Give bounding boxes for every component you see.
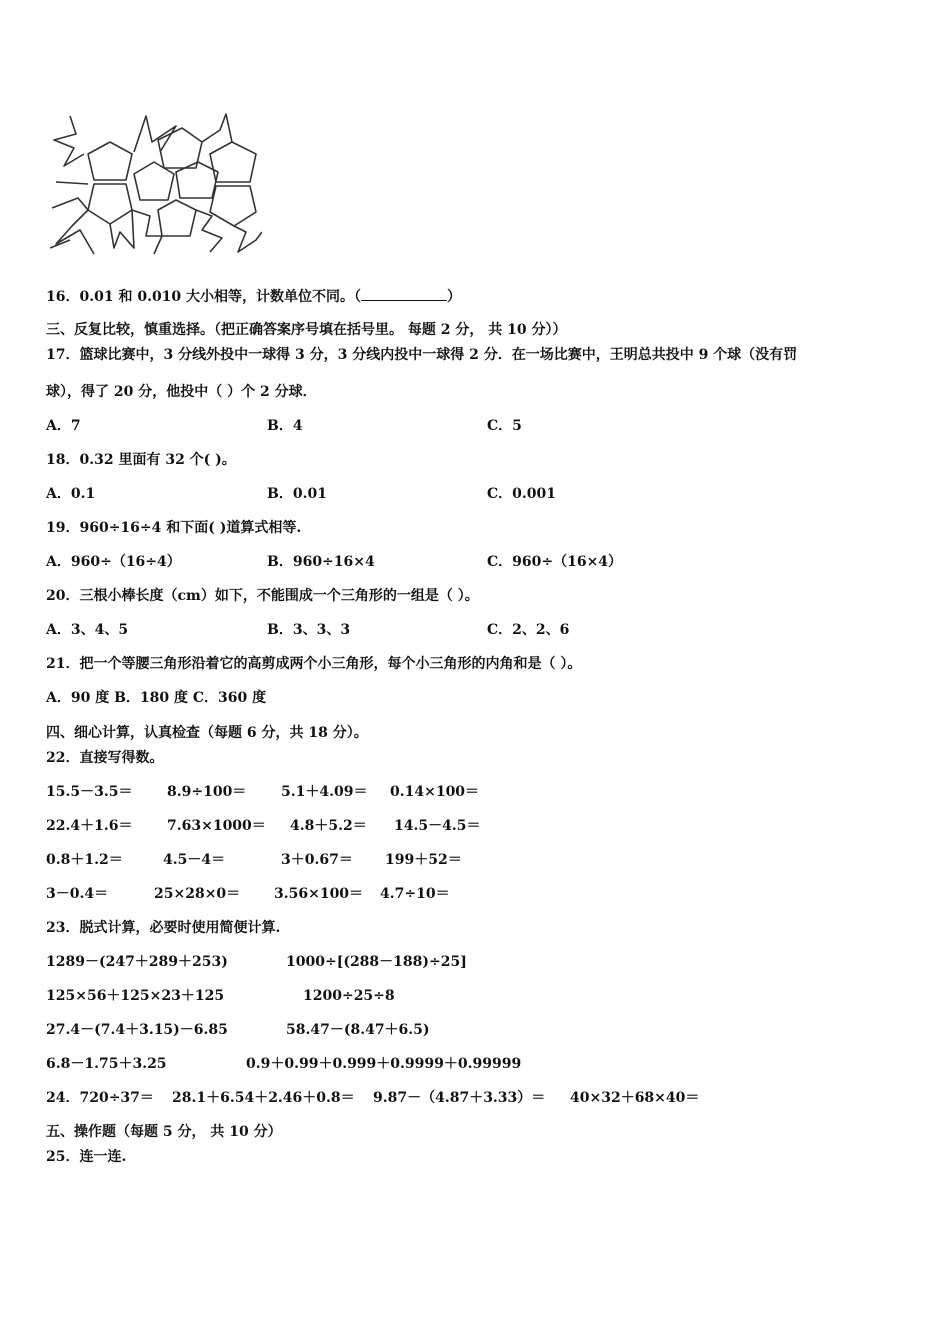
q17-option-c[interactable]: C．5 bbox=[487, 418, 522, 434]
calc-item: 7.63×1000＝ bbox=[167, 818, 266, 834]
q18-option-a[interactable]: A．0.1 bbox=[46, 486, 96, 502]
calc-item: 5.1＋4.09＝ bbox=[281, 784, 368, 800]
calc-item: 24．720÷37＝ bbox=[46, 1090, 154, 1106]
section-5-heading: 五、操作题（每题 5 分， 共 10 分） bbox=[46, 1124, 282, 1140]
question-16: 16．0.01 和 0.010 大小相等，计数单位不同。（ ） bbox=[46, 286, 461, 307]
calc-item: 28.1＋6.54＋2.46＋0.8＝ bbox=[172, 1090, 355, 1106]
calc-item: 3－0.4＝ bbox=[46, 886, 109, 902]
section-4-heading: 四、细心计算，认真检查（每题 6 分，共 18 分）。 bbox=[46, 725, 368, 741]
q20-option-b[interactable]: B．3、3、3 bbox=[267, 622, 351, 638]
calc-item: 27.4－(7.4＋3.15)－6.85 bbox=[46, 1022, 228, 1038]
calc-item: 40×32＋68×40＝ bbox=[570, 1090, 700, 1106]
calc-item: 3.56×100＝ bbox=[274, 886, 364, 902]
star-shape bbox=[202, 114, 232, 142]
calc-item: 4.7÷10＝ bbox=[380, 886, 450, 902]
calc-item: 9.87－（4.87＋3.33）＝ bbox=[373, 1090, 546, 1106]
calc-item: 0.8＋1.2＝ bbox=[46, 852, 123, 868]
answer-blank[interactable] bbox=[361, 286, 447, 301]
calc-item: 3＋0.67＝ bbox=[281, 852, 353, 868]
calc-item: 4.5－4＝ bbox=[163, 852, 226, 868]
calc-item: 4.8＋5.2＝ bbox=[290, 818, 367, 834]
calc-item: 8.9÷100＝ bbox=[167, 784, 247, 800]
calc-item: 14.5－4.5＝ bbox=[394, 818, 481, 834]
question-19: 19．960÷16÷4 和下面( )道算式相等. bbox=[46, 520, 302, 536]
pentagon-star-tiling-figure bbox=[50, 112, 262, 258]
q18-option-b[interactable]: B．0.01 bbox=[267, 486, 327, 502]
q19-option-b[interactable]: B．960÷16×4 bbox=[267, 554, 375, 570]
section-3-heading: 三、反复比较，慎重选择。（把正确答案序号填在括号里。 每题 2 分， 共 10 分）） bbox=[46, 322, 567, 338]
question-17-line-2: 球），得了 20 分，他投中（ ）个 2 分球． bbox=[46, 384, 317, 400]
calc-item: 1000÷[(288－188)÷25] bbox=[286, 954, 467, 970]
calc-item: 1289－(247＋289＋253) bbox=[46, 954, 228, 970]
calc-item: 1200÷25÷8 bbox=[303, 988, 395, 1004]
calc-item: 125×56＋125×23＋125 bbox=[46, 988, 225, 1004]
q19-option-c[interactable]: C．960÷（16×4） bbox=[487, 554, 623, 570]
q20-option-c[interactable]: C．2、2、6 bbox=[487, 622, 570, 638]
star-shape bbox=[54, 116, 84, 166]
question-17-line-1: 17．篮球比赛中，3 分线外投中一球得 3 分，3 分线内投中一球得 2 分．在一场比赛中，王明总共投中 9 个球（没有罚 bbox=[46, 347, 798, 363]
pentagon-shape bbox=[158, 200, 196, 236]
q17-option-b[interactable]: B．4 bbox=[267, 418, 303, 434]
calc-item: 0.14×100＝ bbox=[390, 784, 480, 800]
q21-options[interactable]: A．90 度 B．180 度 C．360 度 bbox=[46, 690, 267, 706]
calc-item: 22.4＋1.6＝ bbox=[46, 818, 133, 834]
pentagon-shape bbox=[88, 184, 132, 224]
calc-item: 199＋52＝ bbox=[385, 852, 462, 868]
calc-item: 6.8－1.75＋3.25 bbox=[46, 1056, 167, 1072]
calc-item: 58.47－(8.47＋6.5) bbox=[286, 1022, 430, 1038]
question-18: 18．0.32 里面有 32 个( )。 bbox=[46, 452, 236, 468]
star-shape bbox=[132, 210, 162, 254]
pentagon-shape bbox=[88, 142, 132, 180]
question-21: 21．把一个等腰三角形沿着它的高剪成两个小三角形，每个小三角形的内角和是（ ）。 bbox=[46, 656, 582, 672]
question-23-title: 23．脱式计算，必要时使用简便计算. bbox=[46, 920, 281, 936]
q17-option-a[interactable]: A．7 bbox=[46, 418, 81, 434]
calc-item: 15.5－3.5＝ bbox=[46, 784, 133, 800]
question-22-title: 22．直接写得数。 bbox=[46, 750, 164, 766]
question-20: 20．三根小棒长度（cm）如下，不能围成一个三角形的一组是（ ）。 bbox=[46, 588, 479, 604]
q18-option-c[interactable]: C．0.001 bbox=[487, 486, 556, 502]
q19-option-a[interactable]: A．960÷（16÷4） bbox=[46, 554, 181, 570]
calc-item: 0.9＋0.99＋0.999＋0.9999＋0.99999 bbox=[246, 1056, 522, 1072]
star-shape bbox=[52, 198, 94, 254]
pentagon-shape bbox=[210, 186, 256, 226]
q20-option-a[interactable]: A．3、4、5 bbox=[46, 622, 129, 638]
calc-item: 25×28×0＝ bbox=[154, 886, 241, 902]
question-25-title: 25．连一连. bbox=[46, 1149, 127, 1165]
star-shape bbox=[234, 226, 262, 252]
